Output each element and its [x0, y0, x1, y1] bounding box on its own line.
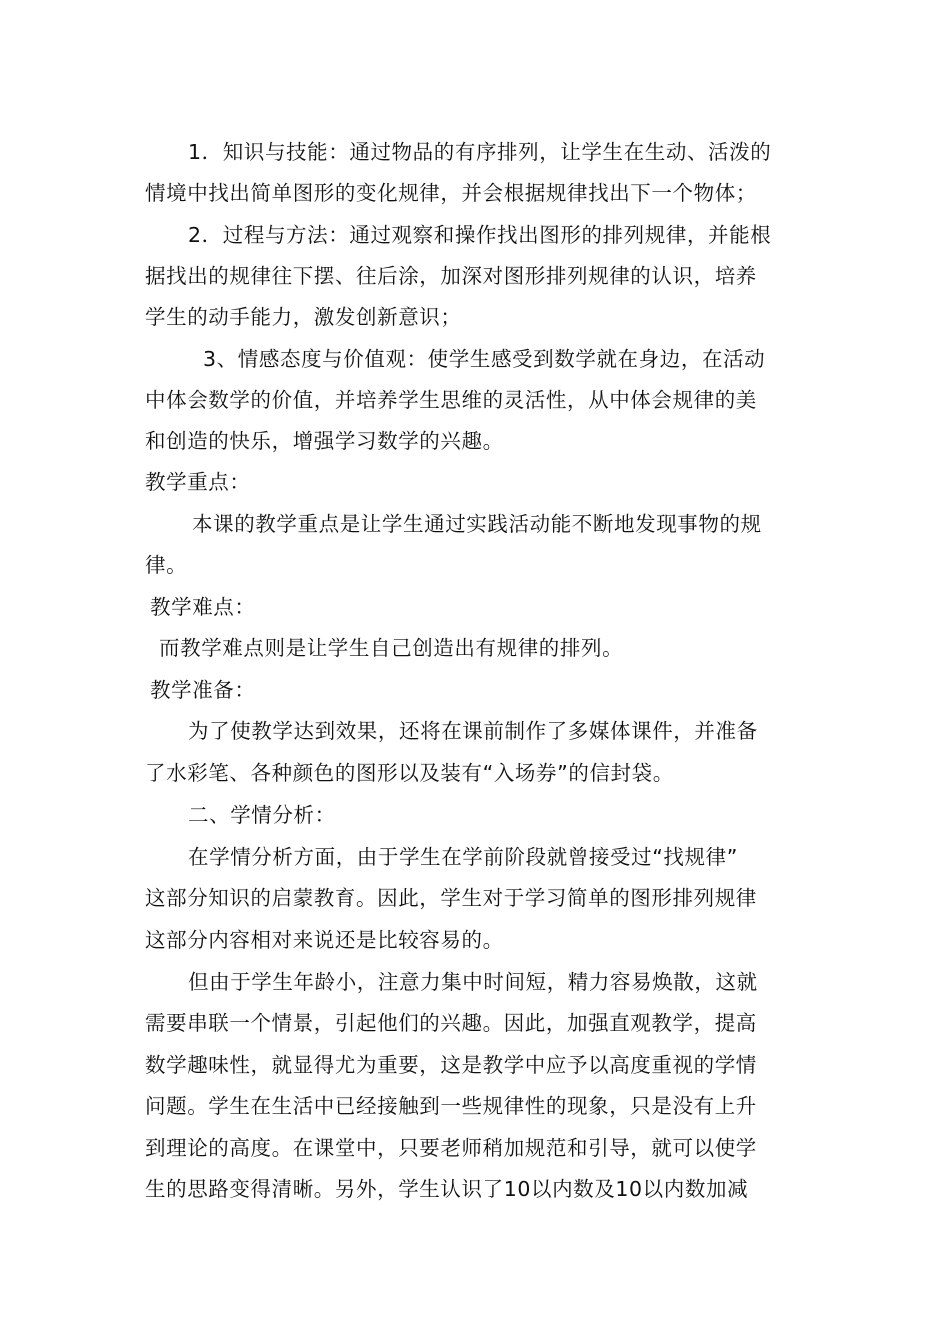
text-line: 本课的教学重点是让学生通过实践活动能不断地发现事物的规	[192, 512, 762, 536]
text-line: 律。	[145, 553, 188, 577]
section-heading: 教学难点：	[150, 595, 256, 619]
section-heading: 二、学情分析：	[188, 803, 336, 827]
text-line: 1．知识与技能：通过物品的有序排列，让学生在生动、活泼的	[188, 140, 772, 164]
text-line: 为了使教学达到效果，还将在课前制作了多媒体课件，并准备	[188, 719, 758, 743]
text-line: 问题。学生在生活中已经接触到一些规律性的现象，只是没有上升	[145, 1094, 757, 1118]
text-line: 中体会数学的价值，并培养学生思维的灵活性，从中体会规律的美	[145, 388, 757, 412]
section-heading: 教学准备：	[150, 678, 256, 702]
text-line: 据找出的规律往下摆、往后涂，加深对图形排列规律的认识，培养	[145, 264, 757, 288]
text-line: 这部分内容相对来说还是比较容易的。	[145, 928, 504, 952]
text-line: 学生的动手能力，激发创新意识；	[145, 305, 462, 329]
text-line: 在学情分析方面，由于学生在学前阶段就曾接受过“找规律”	[188, 845, 738, 869]
text-line: 了水彩笔、各种颜色的图形以及装有“入场券”的信封袋。	[145, 761, 674, 785]
text-line: 数学趣味性，就显得尤为重要，这是教学中应予以高度重视的学情	[145, 1053, 757, 1077]
text-line: 生的思路变得清晰。另外，学生认识了10以内数及10以内数加减	[145, 1177, 749, 1201]
text-line: 情境中找出简单图形的变化规律，并会根据规律找出下一个物体；	[145, 181, 757, 205]
text-line: 和创造的快乐，增强学习数学的兴趣。	[145, 429, 504, 453]
section-heading: 教学重点：	[145, 470, 251, 494]
text-line: 到理论的高度。在课堂中，只要老师稍加规范和引导，就可以使学	[145, 1136, 757, 1160]
text-line: 这部分知识的启蒙教育。因此，学生对于学习简单的图形排列规律	[145, 886, 757, 910]
text-line: 而教学难点则是让学生自己创造出有规律的排列。	[159, 636, 624, 660]
text-line: 3、情感态度与价值观：使学生感受到数学就在身边，在活动	[203, 347, 766, 371]
text-line: 需要串联一个情景，引起他们的兴趣。因此，加强直观教学，提高	[145, 1011, 757, 1035]
text-line: 2．过程与方法：通过观察和操作找出图形的排列规律，并能根	[188, 223, 772, 247]
text-line: 但由于学生年龄小，注意力集中时间短，精力容易焕散，这就	[188, 970, 758, 994]
